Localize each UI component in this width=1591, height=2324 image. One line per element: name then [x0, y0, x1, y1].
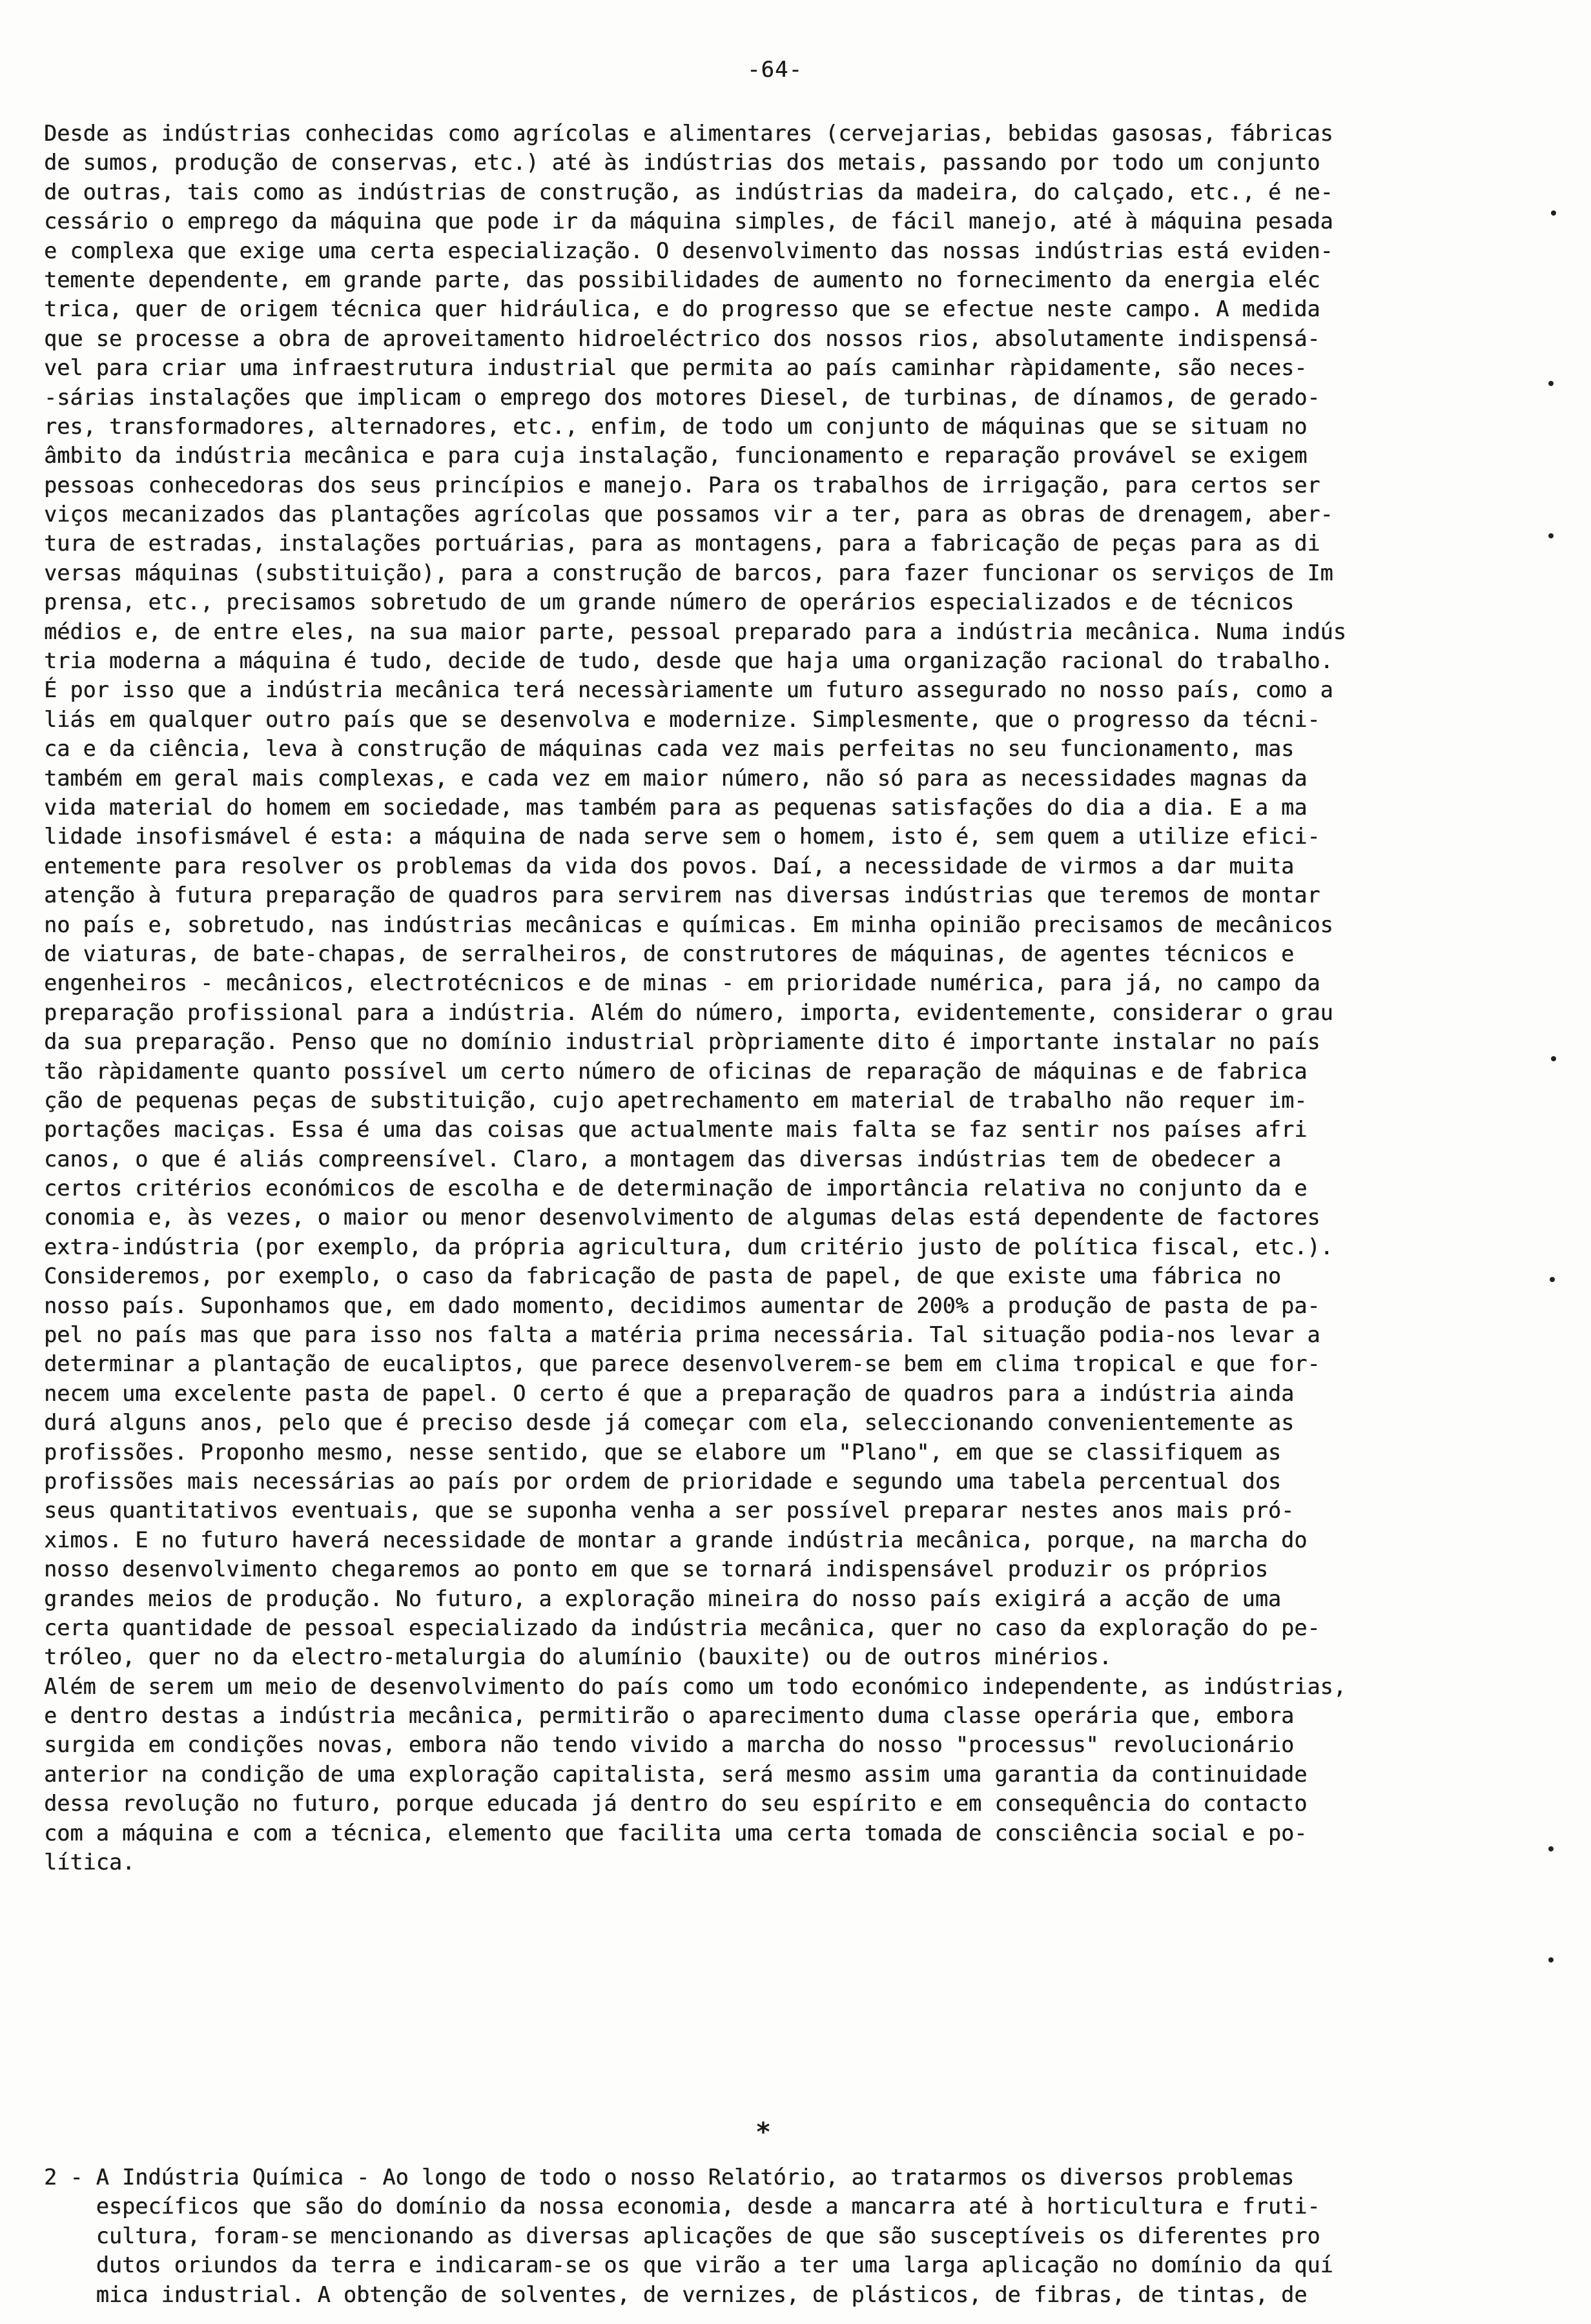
text-line: e complexa que exige uma certa especialização. O desenvolvimento das nossas indústrias está eviden- — [44, 238, 1333, 263]
text-line: tura de estradas, instalações portuárias, para as montagens, para a fabricação de peças para as di — [44, 531, 1320, 556]
text-line: ca e da ciência, leva à construção de máquinas cada vez mais perfeitas no seu funcionamento, mas — [44, 736, 1295, 762]
page-number: -64- — [747, 57, 803, 83]
text-line: nosso país. Suponhamos que, em dado momento, decidimos aumentar de 200% a produção de pasta de pa- — [44, 1292, 1320, 1318]
text-line: que se processe a obra de aproveitamento hidroeléctrico dos nossos rios, absolutamente indispensá- — [44, 325, 1320, 351]
text-line: temente dependente, em grande parte, das possibilidades de aumento no fornecimento da energia eléc — [44, 267, 1320, 292]
margin-mark — [1550, 1277, 1555, 1282]
text-line: ção de pequenas peças de substituição, cujo apetrechamento em material de trabalho não requer im- — [44, 1087, 1308, 1113]
text-line: vel para criar uma infraestrutura industrial que permita ao país caminhar ràpidamente, são neces- — [44, 355, 1308, 381]
text-line: necem uma excelente pasta de papel. O certo é que a preparação de quadros para a indústria ainda — [44, 1380, 1295, 1406]
text-line: certa quantidade de pessoal especializado da indústria mecânica, quer no caso da exploração do pe- — [44, 1615, 1320, 1640]
text-line: vida material do homem em sociedade, mas também para as pequenas satisfações do dia a dia. E a ma — [44, 794, 1308, 820]
text-line: profissões mais necessárias ao país por ordem de prioridade e segundo uma tabela percentual dos — [44, 1468, 1282, 1494]
text-line: pessoas conhecedoras dos seus princípios e manejo. Para os trabalhos de irrigação, para certos ser — [44, 472, 1320, 498]
margin-mark — [1548, 1957, 1554, 1962]
text-line: dessa revolução no futuro, porque educada já dentro do seu espírito e em consequência do contacto — [44, 1791, 1308, 1817]
text-line: extra-indústria (por exemplo, da própria agricultura, dum critério justo de política fiscal, etc.). — [44, 1234, 1333, 1259]
text-line: liás em qualquer outro país que se desenvolva e modernize. Simplesmente, que o progresso da técni- — [44, 706, 1320, 732]
section-text-line: 2 - A Indústria Química - Ao longo de todo o nosso Relatório, ao tratarmos os diversos problemas — [44, 2165, 1295, 2190]
text-line: médios e, de entre eles, na sua maior parte, pessoal preparado para a indústria mecânica. Numa indús — [44, 618, 1346, 644]
text-line: grandes meios de produção. No futuro, a exploração mineira do nosso país exigirá a acção de uma — [44, 1585, 1282, 1611]
main-body-text — [44, 119, 1510, 1877]
margin-mark — [1551, 210, 1556, 216]
text-line: versas máquinas (substituição), para a construção de barcos, para fazer funcionar os serviços de Im — [44, 560, 1333, 586]
text-line: viços mecanizados das plantações agrícolas que possamos vir a ter, para as obras de drenagem, aber- — [44, 502, 1333, 527]
text-line: profissões. Proponho mesmo, nesse sentido, que se elabore um "Plano", em que se classifiquem as — [44, 1439, 1282, 1465]
text-line: entemente para resolver os problemas da vida dos povos. Daí, a necessidade de virmos a dar muita — [44, 853, 1295, 879]
text-line: seus quantitativos eventuais, que se suponha venha a ser possível preparar nestes anos mais pró- — [44, 1498, 1295, 1524]
text-line: no país e, sobretudo, nas indústrias mecânicas e químicas. Em minha opinião precisamos de mecânicos — [44, 912, 1333, 937]
text-line: cessário o emprego da máquina que pode ir da máquina simples, de fácil manejo, até à máquina pesada — [44, 209, 1333, 234]
section-text-line: cultura, foram-se mencionando as diversas aplicações de que são susceptíveis os diferentes pro — [44, 2223, 1320, 2248]
text-line: tróleo, quer no da electro-metalurgia do alumínio (bauxite) ou de outros minérios. — [44, 1644, 1112, 1670]
text-line: de viaturas, de bate-chapas, de serralheiros, de construtores de máquinas, de agentes técnicos e — [44, 941, 1295, 966]
text-line: âmbito da indústria mecânica e para cuja instalação, funcionamento e reparação provável se exigem — [44, 443, 1308, 469]
text-line: conomia e, às vezes, o maior ou menor desenvolvimento de algumas delas está dependente de factores — [44, 1205, 1320, 1230]
margin-mark — [1548, 533, 1554, 538]
text-line: tria moderna a máquina é tudo, decide de tudo, desde que haja uma organização racional do trabalho. — [44, 648, 1333, 674]
text-line: Consideremos, por exemplo, o caso da fabricação de pasta de papel, de que existe uma fábrica no — [44, 1263, 1282, 1289]
text-line: engenheiros - mecânicos, electrotécnicos e de minas - em prioridade numérica, para já, no campo da — [44, 970, 1320, 996]
text-line: de sumos, produção de conservas, etc.) até às indústrias dos metais, passando por todo um conjunto — [44, 150, 1320, 176]
section-text-line: dutos oriundos da terra e indicaram-se os que virão a ter uma larga aplicação no domínio da quí — [44, 2252, 1333, 2278]
text-line: de outras, tais como as indústrias de construção, as indústrias da madeira, do calçado, etc., é ne- — [44, 179, 1333, 205]
section-text-line: mica industrial. A obtenção de solventes, de vernizes, de plásticos, de fibras, de tintas, de — [44, 2281, 1308, 2307]
text-line: Além de serem um meio de desenvolvimento do país como um todo económico independente, as indústrias, — [44, 1673, 1346, 1699]
section-text-line: específicos que são do domínio da nossa economia, desde a mancarra até à horticultura e fruti- — [44, 2194, 1320, 2219]
text-line: lítica. — [44, 1850, 136, 1875]
text-line: com a máquina e com a técnica, elemento que facilita uma certa tomada de consciência social e po- — [44, 1820, 1308, 1846]
text-line: certos critérios económicos de escolha e de determinação de importância relativa no conjunto da e — [44, 1176, 1308, 1201]
text-line: lidade insofismável é esta: a máquina de nada serve sem o homem, isto é, sem quem a utilize efici- — [44, 824, 1320, 850]
text-line: prensa, etc., precisamos sobretudo de um grande número de operários especializados e de técnicos — [44, 589, 1295, 615]
text-line: É por isso que a indústria mecânica terá necessàriamente um futuro assegurado no nosso país, como a — [44, 677, 1333, 703]
text-line: nosso desenvolvimento chegaremos ao ponto em que se tornará indispensável produzir os próprios — [44, 1556, 1268, 1582]
section-separator: * — [755, 2117, 772, 2147]
margin-mark — [1548, 381, 1554, 386]
text-line: anterior na condição de uma exploração capitalista, será mesmo assim uma garantia da continuidade — [44, 1761, 1308, 1787]
margin-mark — [1548, 1846, 1554, 1851]
text-line: tão ràpidamente quanto possível um certo número de oficinas de reparação de máquinas e de fabrica — [44, 1058, 1308, 1084]
text-line: -sárias instalações que implicam o emprego dos motores Diesel, de turbinas, de dínamos, de gerado- — [44, 384, 1320, 410]
text-line: canos, o que é aliás compreensível. Claro, a montagem das diversas indústrias tem de obedecer a — [44, 1146, 1282, 1172]
text-line: determinar a plantação de eucaliptos, que parece desenvolverem-se bem em clima tropical e que for- — [44, 1351, 1320, 1377]
section-chemical-industry — [44, 2163, 1510, 2309]
text-line: ximos. E no futuro haverá necessidade de montar a grande indústria mecânica, porque, na marcha do — [44, 1527, 1308, 1553]
text-line: res, transformadores, alternadores, etc., enfim, de todo um conjunto de máquinas que se situam no — [44, 413, 1308, 439]
text-line: durá alguns anos, pelo que é preciso desde já começar com ela, seleccionando convenientemente as — [44, 1410, 1295, 1436]
text-line: e dentro destas a indústria mecânica, permitirão o aparecimento duma classe operária que, embora — [44, 1703, 1295, 1729]
margin-mark — [1551, 1056, 1556, 1061]
text-line: portações maciças. Essa é uma das coisas que actualmente mais falta se faz sentir nos países afri — [44, 1117, 1308, 1143]
text-line: também em geral mais complexas, e cada vez em maior número, não só para as necessidades magnas da — [44, 765, 1308, 791]
text-line: atenção à futura preparação de quadros para servirem nas diversas indústrias que teremos de montar — [44, 882, 1320, 908]
text-line: da sua preparação. Penso que no domínio industrial pròpriamente dito é importante instalar no país — [44, 1029, 1320, 1055]
text-line: trica, quer de origem técnica quer hidráulica, e do progresso que se efectue neste campo. A medida — [44, 296, 1320, 322]
text-line: pel no país mas que para isso nos falta a matéria prima necessária. Tal situação podia-nos levar a — [44, 1322, 1320, 1348]
text-line: surgida em condições novas, embora não tendo vivido a marcha do nosso "processus" revolucionário — [44, 1732, 1295, 1758]
text-line: Desde as indústrias conhecidas como agrícolas e alimentares (cervejarias, bebidas gasosas, fábricas — [44, 121, 1333, 146]
text-line: preparação profissional para a indústria. Além do número, importa, evidentemente, considerar o grau — [44, 999, 1333, 1025]
